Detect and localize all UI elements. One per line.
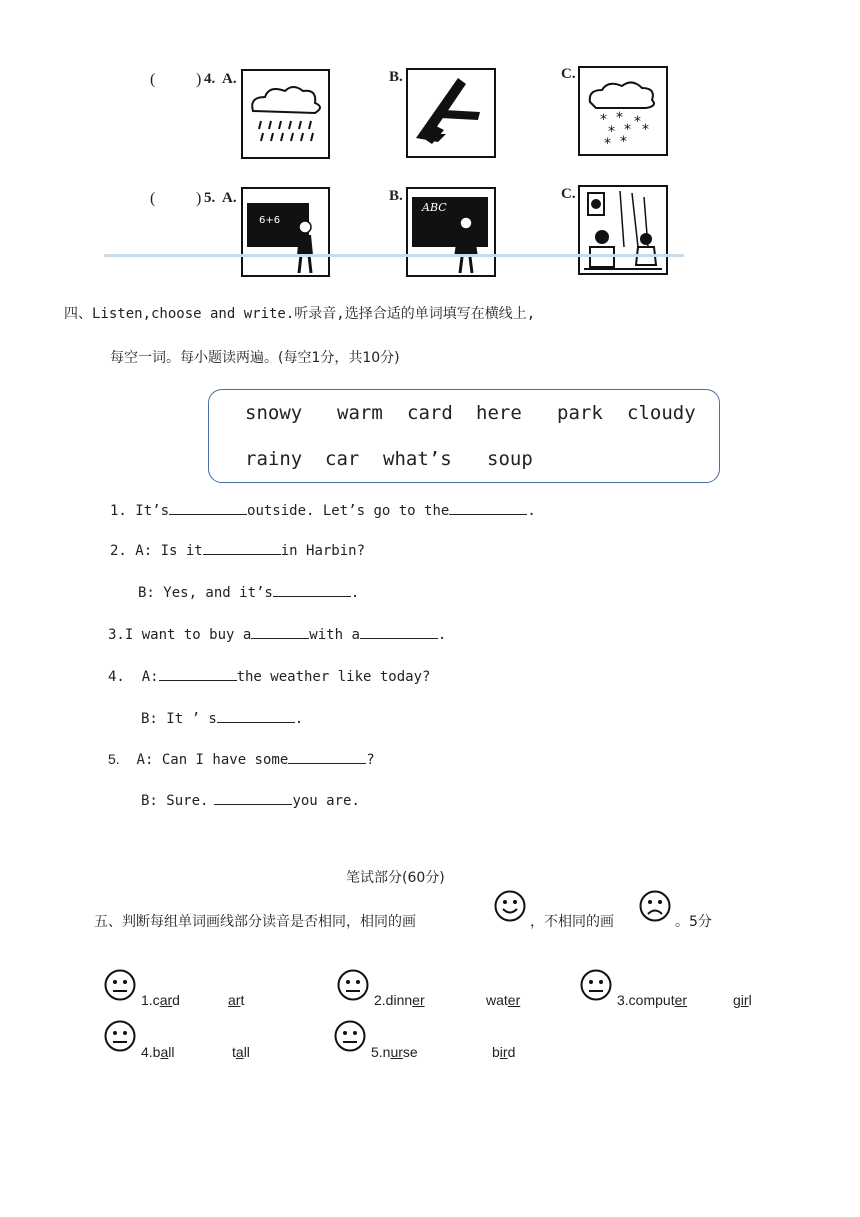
sentence-text: the weather like today? — [236, 669, 431, 685]
sentence-text: . — [294, 711, 304, 727]
svg-text:*: * — [624, 122, 631, 138]
word-bank-item: soup — [487, 448, 533, 470]
rain-cloud-icon — [243, 71, 328, 157]
answer-blank[interactable] — [214, 792, 292, 805]
face-icon[interactable] — [104, 969, 136, 1001]
sentence-text: A: — [141, 669, 159, 685]
smiley-face-icon — [494, 890, 526, 922]
sad-face-icon — [639, 890, 671, 922]
word-bank-item: cloudy — [627, 402, 696, 424]
answer-blank[interactable] — [203, 542, 281, 555]
answer-blank[interactable] — [449, 502, 527, 515]
art-class-picture[interactable] — [578, 185, 668, 275]
word-bank-item: car — [325, 448, 360, 470]
item-number: 4. — [108, 669, 125, 685]
answer-paren-close: ) — [196, 190, 202, 207]
section-4-title: 四、Listen,choose and write.听录音,选择合适的单词填写在横线上, — [64, 306, 536, 322]
word-bank-item: card — [407, 402, 453, 424]
temperature-f-picture[interactable] — [406, 68, 496, 158]
rainy-picture[interactable] — [241, 69, 330, 159]
option-b-label: B. — [389, 69, 403, 85]
sentence-text: B: It ’ s — [141, 711, 217, 727]
svg-text:*: * — [608, 124, 615, 140]
face-icon[interactable] — [104, 1020, 136, 1052]
sentence-3 — [108, 626, 446, 643]
sentence-2b — [138, 584, 359, 601]
snow-cloud-icon — [580, 68, 666, 154]
snowy-picture[interactable] — [578, 66, 668, 156]
answer-blank[interactable] — [288, 751, 366, 764]
board-text: ABC — [422, 201, 447, 214]
word-bank-item: what’s — [383, 448, 452, 470]
word-2: girl — [733, 992, 752, 1008]
sentence-5a — [108, 751, 375, 768]
sentence-1 — [110, 502, 536, 519]
item-number: 2. — [110, 543, 127, 559]
section-5-instruction-a: 五、判断每组单词画线部分读音是否相同，相同的画 — [94, 914, 416, 930]
sentence-text: you are. — [292, 793, 360, 809]
answer-blank[interactable] — [217, 710, 295, 723]
blackboard-teacher-icon — [408, 189, 494, 275]
word-bank-item: park — [557, 402, 603, 424]
svg-text:*: * — [600, 112, 607, 128]
answer-paren-open[interactable]: ( — [150, 71, 156, 88]
answer-blank[interactable] — [169, 502, 247, 515]
sentence-2a — [110, 542, 365, 559]
svg-text:*: * — [604, 136, 611, 152]
face-icon[interactable] — [334, 1020, 366, 1052]
sentence-text: . — [350, 585, 360, 601]
sentence-text: 3.I want to buy a — [108, 627, 252, 643]
word-2: water — [486, 992, 521, 1008]
sentence-text: It’s — [135, 503, 170, 519]
sentence-text: B: Yes, and it’s — [138, 585, 273, 601]
word-2: bird — [492, 1044, 516, 1060]
sentence-4b — [141, 710, 303, 727]
word-1: 5.nurse — [371, 1044, 418, 1060]
item-number: 5. — [108, 751, 120, 767]
answer-paren-close: ) — [196, 71, 202, 88]
answer-blank[interactable] — [360, 626, 438, 639]
option-b-label: B. — [389, 188, 403, 204]
word-1: 2.dinner — [374, 992, 425, 1008]
option-a-label: A. — [222, 190, 237, 206]
sentence-text: with a — [309, 627, 360, 643]
face-icon[interactable] — [337, 969, 369, 1001]
board-text: 6+6 — [259, 215, 281, 226]
sentence-text: A: Can I have some — [136, 752, 289, 768]
word-bank-item: snowy — [245, 402, 303, 424]
svg-text:*: * — [620, 134, 627, 150]
question-number: 5. — [204, 190, 216, 206]
option-a-label: A. — [222, 71, 237, 87]
sentence-text: ? — [366, 752, 375, 768]
svg-text:*: * — [634, 114, 641, 130]
word-1: 1.card — [141, 992, 180, 1008]
item-number: 1. — [110, 503, 127, 519]
sentence-text: . — [527, 503, 536, 519]
answer-blank[interactable] — [273, 584, 351, 597]
option-c-label: C. — [561, 66, 576, 82]
answer-blank[interactable] — [251, 626, 309, 639]
sentence-text: A: Is it — [135, 543, 203, 559]
sentence-text: in Harbin? — [280, 543, 366, 559]
math-class-picture[interactable] — [241, 187, 330, 277]
section-4-subtitle: 每空一词。每小题读两遍。(每空1分，共10分) — [110, 350, 400, 366]
sentence-text: outside. Let’s go to the — [247, 503, 450, 519]
sentence-text: B: Sure. — [141, 793, 209, 809]
word-1: 3.computer — [617, 992, 688, 1008]
word-bank-item: warm — [337, 402, 383, 424]
word-bank-item: here — [476, 402, 522, 424]
word-2: art — [228, 992, 245, 1008]
english-class-picture[interactable] — [406, 187, 496, 277]
sentence-5b — [141, 792, 360, 809]
svg-text:*: * — [642, 122, 649, 138]
answer-blank[interactable] — [159, 668, 237, 681]
word-2: tall — [232, 1044, 250, 1060]
sentence-4a — [108, 668, 430, 685]
written-part-title: 笔试部分(60分) — [346, 870, 445, 886]
question-number: 4. — [204, 71, 216, 87]
face-icon[interactable] — [580, 969, 612, 1001]
section-5-instruction-b: ，不相同的画 — [530, 914, 614, 930]
sentence-text: . — [437, 627, 447, 643]
children-painting-icon — [580, 187, 666, 273]
option-c-label: C. — [561, 186, 576, 202]
answer-paren-open[interactable]: ( — [150, 190, 156, 207]
word-1: 4.ball — [141, 1044, 175, 1060]
word-bank — [208, 389, 720, 483]
section-5-instruction-c: 。5分 — [675, 914, 712, 930]
divider — [104, 254, 684, 257]
word-bank-item: rainy — [245, 448, 303, 470]
svg-text:*: * — [616, 110, 623, 126]
fahrenheit-icon — [408, 70, 494, 156]
blackboard-teacher-icon — [243, 189, 328, 275]
